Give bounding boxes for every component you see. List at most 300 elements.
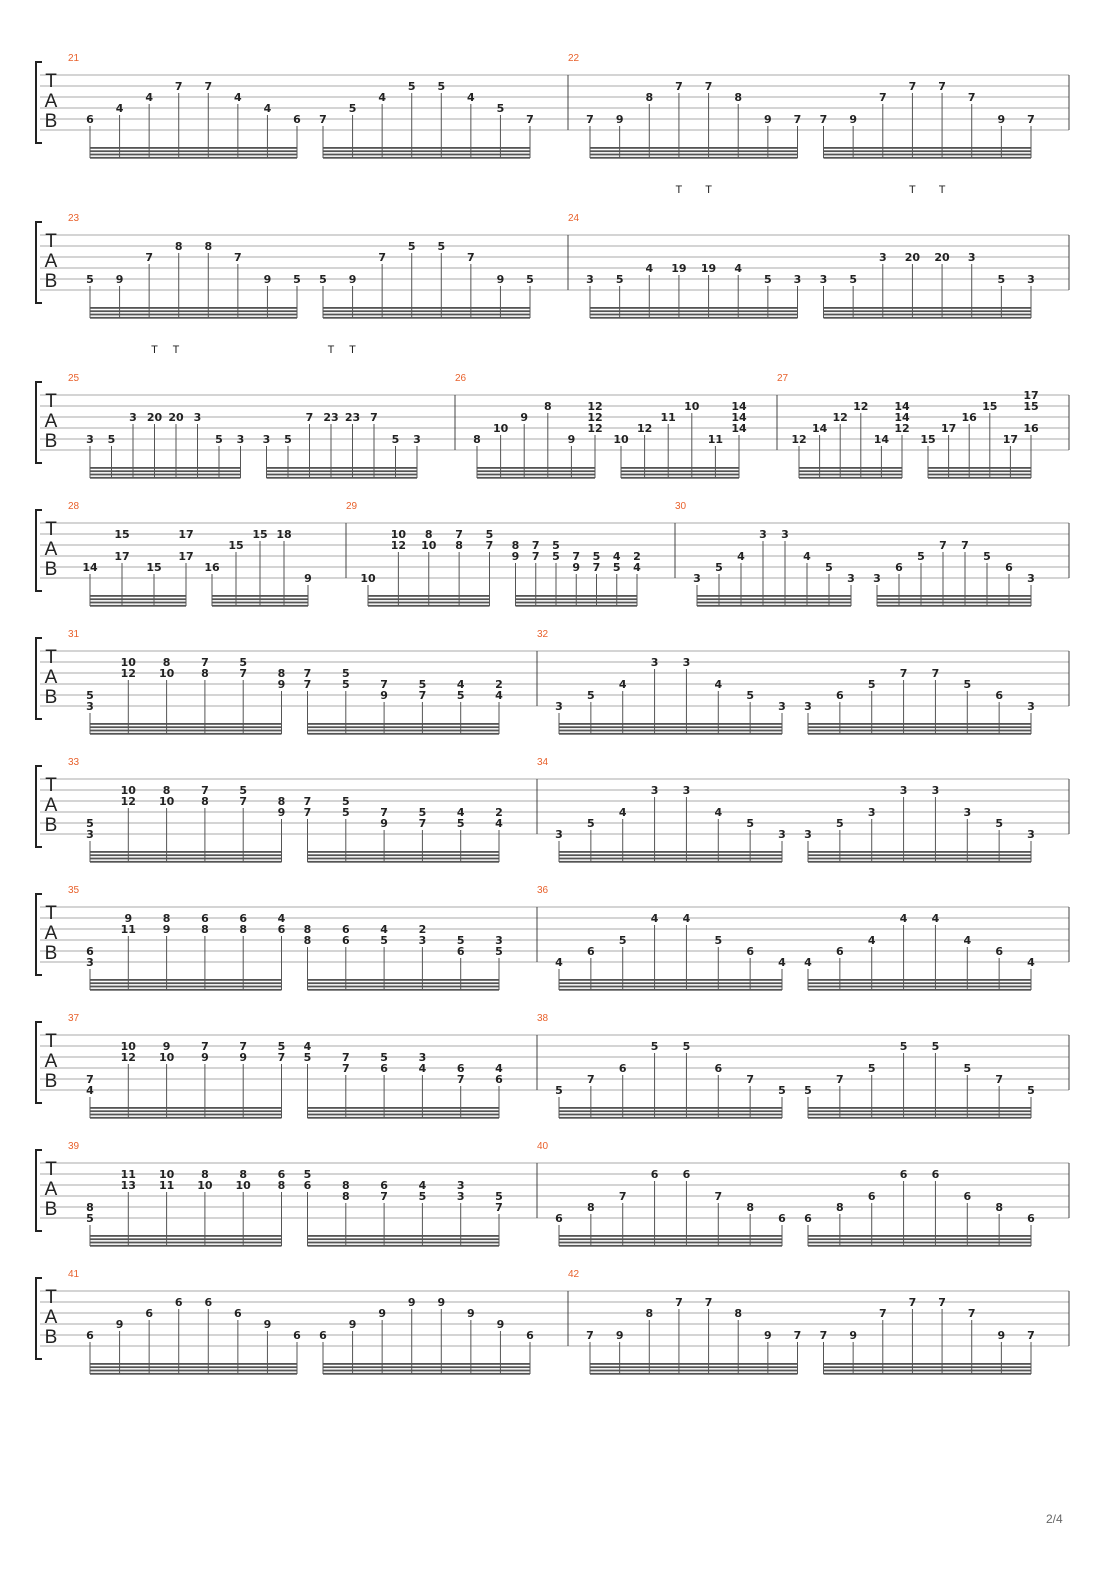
fret-number: 15: [114, 528, 130, 541]
beam: [308, 726, 500, 728]
fret-number: 4: [963, 934, 972, 947]
fret-number: 5: [682, 1040, 691, 1053]
fret-number: 9: [764, 113, 772, 126]
fret-number: 6: [293, 1329, 301, 1342]
fret-number: 5: [997, 273, 1006, 286]
beam: [621, 467, 739, 469]
beam: [90, 851, 282, 853]
fret-number: 4: [418, 1062, 427, 1075]
tap-mark: T: [675, 184, 683, 196]
fret-number: 7: [234, 251, 242, 264]
fret-number: 7: [878, 1307, 887, 1320]
tab-system: [36, 501, 1069, 607]
beam: [824, 1366, 1032, 1368]
beam: [90, 595, 186, 597]
beam: [90, 1114, 282, 1116]
fret-number: 14: [811, 422, 828, 435]
fret-number: 8: [86, 1201, 94, 1214]
fret-number: 4: [115, 102, 124, 115]
beam: [90, 726, 282, 728]
fret-number: 7: [586, 113, 594, 126]
fret-number: 5: [495, 1190, 503, 1203]
fret-number: 5: [418, 678, 427, 691]
fret-number: 8: [455, 539, 463, 552]
tab-system: [36, 1141, 1069, 1247]
fret-number: 23: [344, 411, 361, 424]
fret-number: 7: [174, 80, 183, 93]
fret-number: 4: [803, 550, 811, 563]
fret-number: 10: [235, 1179, 251, 1192]
fret-number: 3: [555, 700, 563, 713]
fret-number: 9: [263, 273, 272, 286]
beam: [368, 598, 490, 600]
beam: [90, 477, 241, 479]
fret-number: 7: [961, 539, 969, 552]
beam: [90, 474, 241, 476]
fret-number: 6: [234, 1307, 242, 1320]
beam: [808, 1117, 1031, 1119]
fret-number: 10: [158, 1168, 175, 1181]
beam: [90, 854, 282, 856]
beam: [808, 723, 1031, 725]
tap-mark: T: [938, 184, 946, 196]
beam: [477, 470, 595, 472]
beam: [90, 1366, 297, 1368]
beam: [697, 605, 851, 607]
beam: [267, 467, 418, 469]
fret-number: 4: [263, 102, 272, 115]
beam: [90, 317, 297, 319]
beam: [323, 314, 530, 316]
beam: [808, 858, 1031, 860]
beam: [928, 470, 1031, 472]
beam: [824, 154, 1032, 156]
beam: [559, 723, 782, 725]
fret-number: 5: [107, 433, 116, 446]
system-bracket: [36, 638, 42, 719]
system-bracket: [36, 222, 42, 303]
fret-number: 10: [158, 795, 175, 808]
beam: [559, 1114, 782, 1116]
fret-number: 10: [158, 1051, 175, 1064]
fret-number: 12: [587, 400, 603, 413]
beam: [308, 851, 500, 853]
fret-number: 5: [456, 817, 465, 830]
tab-clef-letter: T: [45, 647, 57, 668]
fret-number: 6: [1005, 561, 1013, 574]
tap-mark: T: [909, 184, 916, 196]
beam: [308, 861, 500, 863]
fret-number: 5: [555, 1084, 563, 1097]
fret-number: 5: [1027, 1084, 1035, 1097]
beam: [308, 733, 500, 735]
fret-number: 6: [303, 1179, 312, 1192]
tab-clef-letter: B: [44, 1071, 58, 1092]
fret-number: 7: [704, 80, 713, 93]
fret-number: 5: [86, 1212, 94, 1225]
beam: [559, 1245, 782, 1247]
beam: [90, 1107, 282, 1109]
fret-number: 20: [168, 411, 184, 424]
tab-clef-letter: B: [44, 559, 58, 580]
fret-number: 3: [682, 784, 691, 797]
fret-number: 9: [849, 113, 857, 126]
tab-clef-letter: A: [44, 251, 58, 272]
beam: [90, 1235, 282, 1237]
measure-number: 24: [568, 213, 580, 224]
fret-number: 17: [1002, 433, 1019, 446]
fret-number: 5: [825, 561, 833, 574]
fret-number: 3: [86, 433, 94, 446]
measure: [568, 213, 1035, 319]
beam: [368, 605, 490, 607]
fret-number: 3: [586, 273, 594, 286]
fret-number: 16: [961, 411, 977, 424]
beam: [877, 605, 1031, 607]
fret-number: 3: [878, 251, 887, 264]
tab-clef-letter: A: [44, 923, 58, 944]
fret-number: 6: [145, 1307, 153, 1320]
fret-number: 7: [303, 678, 312, 691]
beam: [323, 307, 530, 309]
fret-number: 3: [236, 433, 245, 446]
beam: [323, 150, 530, 152]
fret-number: 5: [284, 433, 292, 446]
fret-number: 10: [158, 667, 175, 680]
fret-number: 3: [456, 1190, 465, 1203]
fret-number: 9: [764, 1329, 772, 1342]
fret-number: 7: [145, 251, 153, 264]
fret-number: 7: [938, 80, 946, 93]
fret-number: 9: [520, 411, 529, 424]
measure: [537, 629, 1035, 735]
beam: [928, 467, 1031, 469]
fret-number: 9: [997, 113, 1006, 126]
fret-number: 5: [714, 934, 723, 947]
beam: [90, 314, 297, 316]
fret-number: 5: [341, 795, 350, 808]
fret-number: 5: [552, 539, 560, 552]
fret-number: 3: [847, 572, 855, 585]
fret-number: 6: [293, 113, 301, 126]
beam: [90, 470, 241, 472]
fret-number: 7: [939, 539, 947, 552]
fret-number: 13: [120, 1179, 136, 1192]
fret-number: 5: [86, 817, 94, 830]
tab-clef-letter: A: [44, 411, 58, 432]
fret-number: 9: [115, 1318, 124, 1331]
beam: [90, 1363, 297, 1365]
fret-number: 4: [303, 1040, 312, 1053]
system-bracket: [36, 1278, 42, 1359]
fret-number: 5: [592, 550, 601, 563]
beam: [590, 157, 798, 159]
fret-number: 5: [764, 273, 772, 286]
fret-number: 7: [303, 795, 312, 808]
fret-number: 3: [1027, 273, 1035, 286]
measure-number: 36: [537, 885, 549, 896]
fret-number: 15: [146, 561, 162, 574]
fret-number: 3: [86, 956, 94, 969]
fret-number: 5: [407, 80, 416, 93]
fret-number: 11: [660, 411, 676, 424]
beam: [212, 598, 308, 600]
tab-system: [36, 1269, 1069, 1375]
fret-number: 5: [239, 784, 248, 797]
fret-number: 7: [967, 91, 976, 104]
measure-number: 33: [68, 757, 80, 768]
fret-number: 5: [391, 433, 400, 446]
beam: [308, 1235, 500, 1237]
fret-number: 7: [456, 1073, 465, 1086]
fret-number: 14: [873, 433, 890, 446]
fret-number: 9: [997, 1329, 1006, 1342]
beam: [877, 598, 1031, 600]
fret-number: 5: [746, 689, 754, 702]
beam: [808, 1235, 1031, 1237]
fret-number: 7: [899, 667, 908, 680]
fret-number: 5: [917, 550, 925, 563]
beam: [308, 979, 500, 981]
fret-number: 7: [455, 528, 463, 541]
fret-number: 10: [492, 422, 509, 435]
beam: [90, 150, 297, 152]
beam: [824, 307, 1032, 309]
fret-number: 5: [341, 678, 350, 691]
beam: [323, 1366, 530, 1368]
fret-number: 4: [714, 806, 723, 819]
beam: [90, 1110, 282, 1112]
fret-number: 5: [496, 102, 505, 115]
beam: [559, 733, 782, 735]
measure-number: 34: [537, 757, 549, 768]
beam: [308, 982, 500, 984]
fret-number: 6: [650, 1168, 659, 1181]
fret-number: 4: [456, 806, 465, 819]
fret-number: 5: [485, 528, 494, 541]
beam: [697, 598, 851, 600]
beam: [621, 470, 739, 472]
fret-number: 11: [158, 1179, 175, 1192]
fret-number: 9: [348, 1318, 357, 1331]
measure: [68, 1141, 503, 1247]
fret-number: 5: [867, 678, 876, 691]
beam: [559, 851, 782, 853]
beam: [90, 602, 186, 604]
tab-system: [36, 757, 1069, 863]
fret-number: 3: [1027, 828, 1035, 841]
fret-number: 4: [618, 678, 627, 691]
tap-mark: T: [349, 344, 356, 356]
measure-number: 32: [537, 629, 549, 640]
fret-number: 5: [495, 945, 503, 958]
beam: [824, 1363, 1032, 1365]
fret-number: 4: [418, 1179, 427, 1192]
fret-number: 8: [201, 667, 209, 680]
measure-number: 27: [777, 373, 789, 384]
beam: [590, 150, 798, 152]
beam: [590, 307, 798, 309]
fret-number: 7: [531, 550, 540, 563]
fret-number: 5: [456, 689, 465, 702]
fret-number: 7: [239, 1040, 248, 1053]
fret-number: 7: [378, 251, 386, 264]
beam: [590, 154, 798, 156]
fret-number: 6: [239, 912, 248, 925]
fret-number: 7: [967, 1307, 976, 1320]
fret-number: 4: [86, 1084, 94, 1097]
beam: [590, 1373, 798, 1375]
fret-number: 5: [239, 656, 248, 669]
fret-number: 11: [120, 923, 136, 936]
beam: [824, 147, 1032, 149]
fret-number: 8: [277, 795, 286, 808]
beam: [697, 595, 851, 597]
fret-number: 9: [378, 1307, 386, 1320]
fret-number: 7: [305, 411, 314, 424]
fret-number: 5: [995, 817, 1003, 830]
fret-number: 5: [348, 102, 357, 115]
fret-number: 5: [867, 1062, 876, 1075]
fret-number: 6: [804, 1212, 812, 1225]
page-number: 2/4: [1046, 1512, 1063, 1526]
fret-number: 4: [380, 923, 388, 936]
beam: [559, 982, 782, 984]
fret-number: 12: [120, 667, 136, 680]
tab-clef-letter: T: [45, 391, 57, 412]
beam: [308, 986, 500, 988]
fret-number: 7: [908, 1296, 917, 1309]
fret-number: 10: [613, 433, 629, 446]
fret-number: 3: [193, 411, 202, 424]
fret-number: 6: [682, 1168, 691, 1181]
fret-number: 3: [873, 572, 881, 585]
fret-number: 23: [323, 411, 339, 424]
fret-number: 5: [303, 1168, 312, 1181]
fret-number: 7: [836, 1073, 844, 1086]
tab-system: [36, 53, 1069, 159]
beam: [590, 1363, 798, 1365]
fret-number: 19: [671, 262, 687, 275]
fret-number: 12: [832, 411, 848, 424]
fret-number: 10: [390, 528, 407, 541]
system-bracket: [36, 382, 42, 463]
fret-number: 9: [239, 1051, 248, 1064]
beam: [323, 1370, 530, 1372]
fret-number: 5: [650, 1040, 659, 1053]
fret-number: 7: [277, 1051, 286, 1064]
fret-number: 20: [934, 251, 950, 264]
beam: [90, 310, 297, 312]
beam: [90, 147, 297, 149]
fret-number: 3: [86, 700, 94, 713]
fret-number: 6: [86, 945, 94, 958]
measure: [68, 53, 534, 159]
beam: [308, 730, 500, 732]
fret-number: 15: [920, 433, 936, 446]
beam: [559, 989, 782, 991]
fret-number: 6: [277, 1168, 286, 1181]
fret-number: 7: [819, 1329, 828, 1342]
beam: [90, 307, 297, 309]
fret-number: 8: [424, 528, 433, 541]
fret-number: 3: [804, 828, 812, 841]
fret-number: 9: [277, 806, 286, 819]
beam: [808, 861, 1031, 863]
beam: [559, 730, 782, 732]
beam: [559, 858, 782, 860]
fret-number: 5: [215, 433, 223, 446]
tab-clef-letter: T: [45, 231, 57, 252]
fret-number: 3: [86, 828, 94, 841]
beam: [877, 602, 1031, 604]
fret-number: 3: [931, 784, 940, 797]
fret-number: 17: [1023, 389, 1039, 402]
measure-number: 29: [346, 501, 358, 512]
fret-number: 7: [526, 113, 534, 126]
beam: [516, 605, 638, 607]
measure: [68, 757, 503, 863]
beam: [824, 157, 1032, 159]
fret-number: 7: [319, 113, 327, 126]
beam: [928, 477, 1031, 479]
beam: [808, 1110, 1031, 1112]
fret-number: 5: [526, 273, 534, 286]
fret-number: 5: [277, 1040, 286, 1053]
beam: [90, 1117, 282, 1119]
fret-number: 5: [418, 806, 427, 819]
beam: [323, 310, 530, 312]
fret-number: 7: [714, 1190, 723, 1203]
beam: [808, 851, 1031, 853]
beam: [212, 595, 308, 597]
fret-number: 7: [303, 667, 312, 680]
fret-number: 12: [894, 422, 910, 435]
beam: [308, 1238, 500, 1240]
beam: [90, 1238, 282, 1240]
fret-number: 9: [849, 1329, 857, 1342]
fret-number: 5: [293, 273, 301, 286]
fret-number: 3: [1027, 700, 1035, 713]
fret-number: 12: [120, 1051, 136, 1064]
fret-number: 4: [378, 91, 386, 104]
beam: [559, 986, 782, 988]
fret-number: 9: [615, 113, 624, 126]
fret-number: 3: [793, 273, 802, 286]
fret-number: 14: [731, 400, 747, 413]
fret-number: 6: [587, 945, 595, 958]
fret-number: 5: [456, 934, 465, 947]
fret-number: 3: [819, 273, 828, 286]
fret-number: 8: [473, 433, 481, 446]
beam: [590, 314, 798, 316]
beam: [808, 1242, 1031, 1244]
fret-number: 17: [178, 528, 194, 541]
fret-number: 8: [511, 539, 520, 552]
fret-number: 6: [380, 1179, 388, 1192]
fret-number: 3: [418, 1051, 427, 1064]
fret-number: 6: [778, 1212, 786, 1225]
fret-number: 8: [277, 1179, 286, 1192]
beam: [808, 1238, 1031, 1240]
system-bracket: [36, 1150, 42, 1231]
fret-number: 8: [204, 240, 213, 253]
measure-number: 40: [537, 1141, 549, 1152]
fret-number: 15: [252, 528, 268, 541]
fret-number: 16: [204, 561, 220, 574]
fret-number: 10: [120, 656, 136, 669]
tab-clef-letter: B: [44, 943, 58, 964]
